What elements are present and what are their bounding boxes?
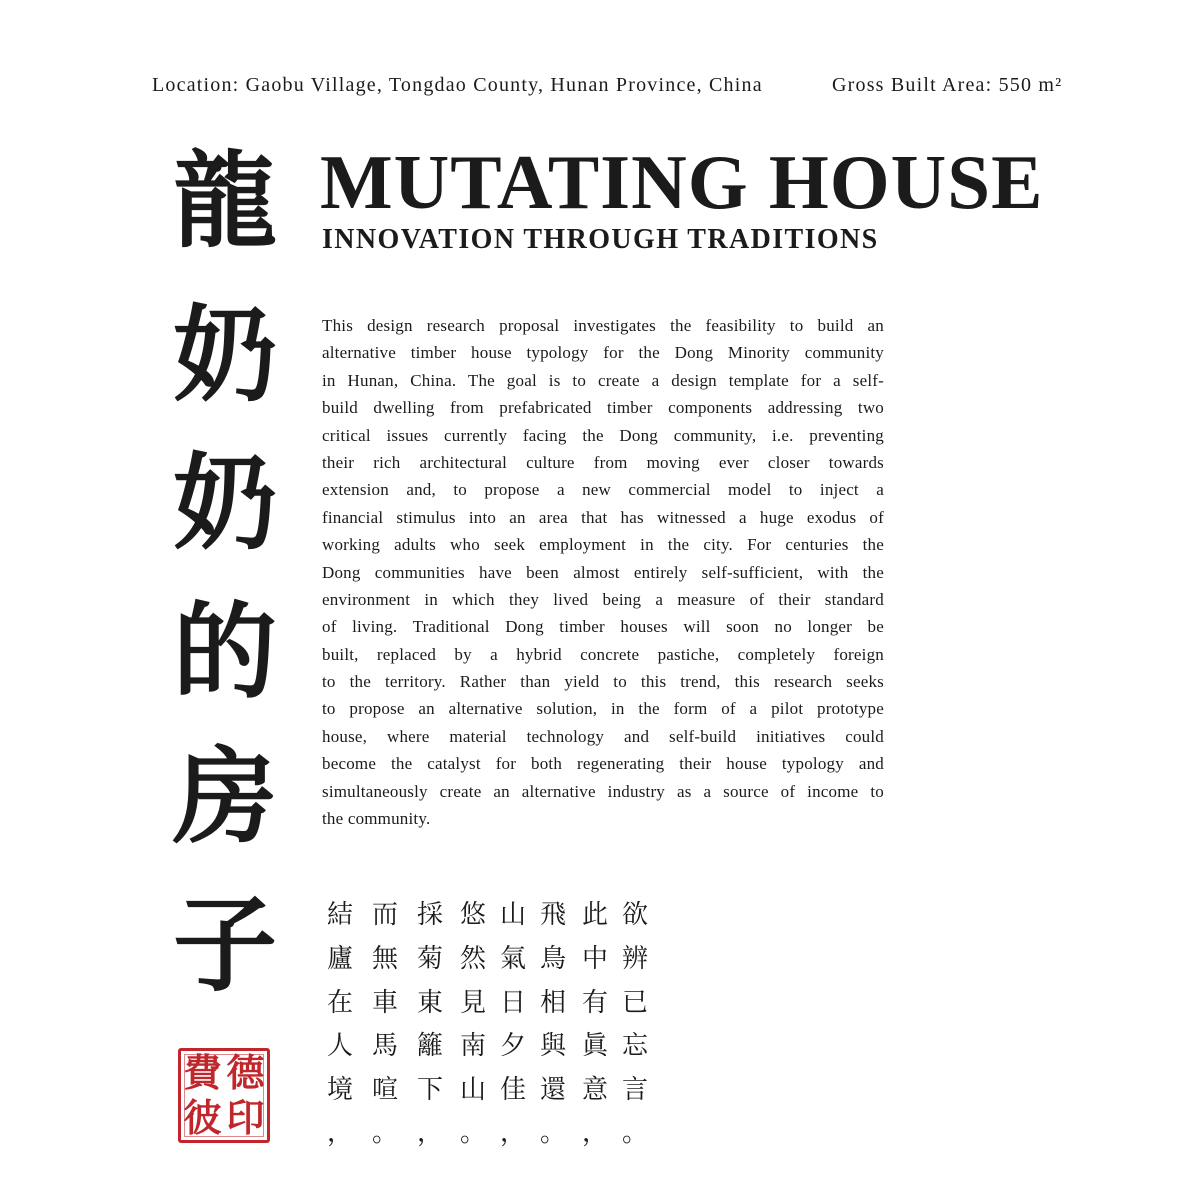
vertical-title-char: 的 <box>172 590 277 713</box>
body-line: become the catalyst for both regenerating their house typology and <box>322 754 884 774</box>
vertical-title-char: 子 <box>172 883 277 1006</box>
poem-character: 夕 <box>499 1031 526 1061</box>
poem-character: 馬 <box>371 1031 398 1061</box>
poem-character: 此 <box>581 900 608 930</box>
poem-character: 見 <box>459 988 486 1018</box>
body-line: house, where material technology and self-build initiatives could <box>322 726 884 746</box>
body-line: the community. <box>322 809 431 829</box>
poem-character: 在 <box>326 988 353 1018</box>
poem-character: 籬 <box>416 1031 443 1061</box>
body-line: their rich architectural culture from moving ever closer towards <box>322 452 884 472</box>
poem-character: 有 <box>581 988 608 1018</box>
body-line: This design research proposal investigates the feasibility to build an <box>322 316 884 335</box>
poem-character: 喧 <box>371 1075 398 1105</box>
body-line: working adults who seek employment in the city. For centuries the <box>322 535 884 555</box>
body-line: financial stimulus into an area that has witnessed a huge exodus of <box>322 507 884 527</box>
poem-character: 眞 <box>581 1031 608 1061</box>
red-seal-stamp <box>178 1048 270 1143</box>
poem-character: 飛 <box>539 900 566 930</box>
poem-character: 與 <box>539 1031 566 1061</box>
body-line: Dong communities have been almost entirely self-sufficient, with the <box>322 562 884 582</box>
seal-char: 費 <box>183 1050 222 1096</box>
poem-character: 。 <box>539 1118 566 1148</box>
poem-character: 。 <box>621 1118 648 1148</box>
location-text: Location: Gaobu Village, Tongdao County, Hunan Province, China <box>152 74 763 96</box>
seal-char: 印 <box>226 1094 265 1140</box>
poem-character: 然 <box>459 944 486 974</box>
poem-character: 下 <box>416 1075 443 1105</box>
poem-character: 佳 <box>499 1075 526 1105</box>
poem-character: 境 <box>326 1075 353 1105</box>
seal-char: 德 <box>226 1050 265 1096</box>
page-subtitle: INNOVATION THROUGH TRADITIONS <box>322 224 879 255</box>
poem-character: 廬 <box>326 944 353 974</box>
poem-character: 人 <box>326 1031 353 1061</box>
poem-character: 東 <box>416 988 443 1018</box>
poem-character: 車 <box>371 988 398 1018</box>
poem-character: 山 <box>499 900 526 930</box>
poem-character: 。 <box>371 1118 398 1148</box>
poem-character: 採 <box>416 900 443 930</box>
poem-character: 菊 <box>416 944 443 974</box>
poem-character: 中 <box>581 944 608 974</box>
seal-char: 彼 <box>183 1094 222 1140</box>
poem-character: 忘 <box>621 1031 648 1061</box>
vertical-title-char: 奶 <box>172 441 277 564</box>
body-line: critical issues currently facing the Dong community, i.e. preventing <box>322 425 884 445</box>
poem-character: ， <box>499 1118 526 1148</box>
poem-character: 還 <box>539 1075 566 1105</box>
poem-character: 欲 <box>621 900 648 930</box>
gross-area-text: Gross Built Area: 550 m² <box>832 74 1063 96</box>
vertical-title-char: 龍 <box>172 139 277 262</box>
poem-character: 已 <box>621 988 648 1018</box>
poem-character: 南 <box>459 1031 486 1061</box>
body-line: to the territory. Rather than yield to this trend, this research seeks <box>322 672 884 692</box>
body-line: extension and, to propose a new commercial model to inject a <box>322 480 884 500</box>
poem-character: ， <box>581 1118 608 1148</box>
poem-character: 無 <box>371 944 398 974</box>
poem-character: 言 <box>621 1075 648 1105</box>
poem-character: ， <box>326 1118 353 1148</box>
poem-character: 鳥 <box>539 944 566 974</box>
body-line: environment in which they lived being a measure of their standard <box>322 589 884 609</box>
body-line: simultaneously create an alternative industry as a source of income to <box>322 781 884 801</box>
body-line: in Hunan, China. The goal is to create a design template for a self- <box>322 370 884 390</box>
poem-character: 日 <box>499 988 526 1018</box>
vertical-title-char: 房 <box>172 735 277 858</box>
poem-character: 氣 <box>499 944 526 974</box>
body-line: build dwelling from prefabricated timber components addressing two <box>322 398 884 418</box>
body-line: built, replaced by a hybrid concrete pastiche, completely foreign <box>322 644 884 664</box>
poem-character: 意 <box>581 1075 608 1105</box>
poem-character: 辨 <box>621 944 648 974</box>
page-title: MUTATING HOUSE <box>320 139 1044 225</box>
poem-character: 結 <box>326 900 353 930</box>
body-line: to propose an alternative solution, in the form of a pilot prototype <box>322 699 884 719</box>
poem-character: ， <box>416 1118 443 1148</box>
poem-character: 山 <box>459 1075 486 1105</box>
vertical-title-char: 奶 <box>172 293 277 416</box>
poem-character: 。 <box>459 1118 486 1148</box>
poem-character: 而 <box>371 900 398 930</box>
body-paragraph <box>322 312 884 832</box>
body-line: of living. Traditional Dong timber houses will soon no longer be <box>322 617 884 637</box>
poem-character: 相 <box>539 988 566 1018</box>
poem-character: 悠 <box>459 900 486 930</box>
body-line: alternative timber house typology for the Dong Minority community <box>322 343 884 363</box>
